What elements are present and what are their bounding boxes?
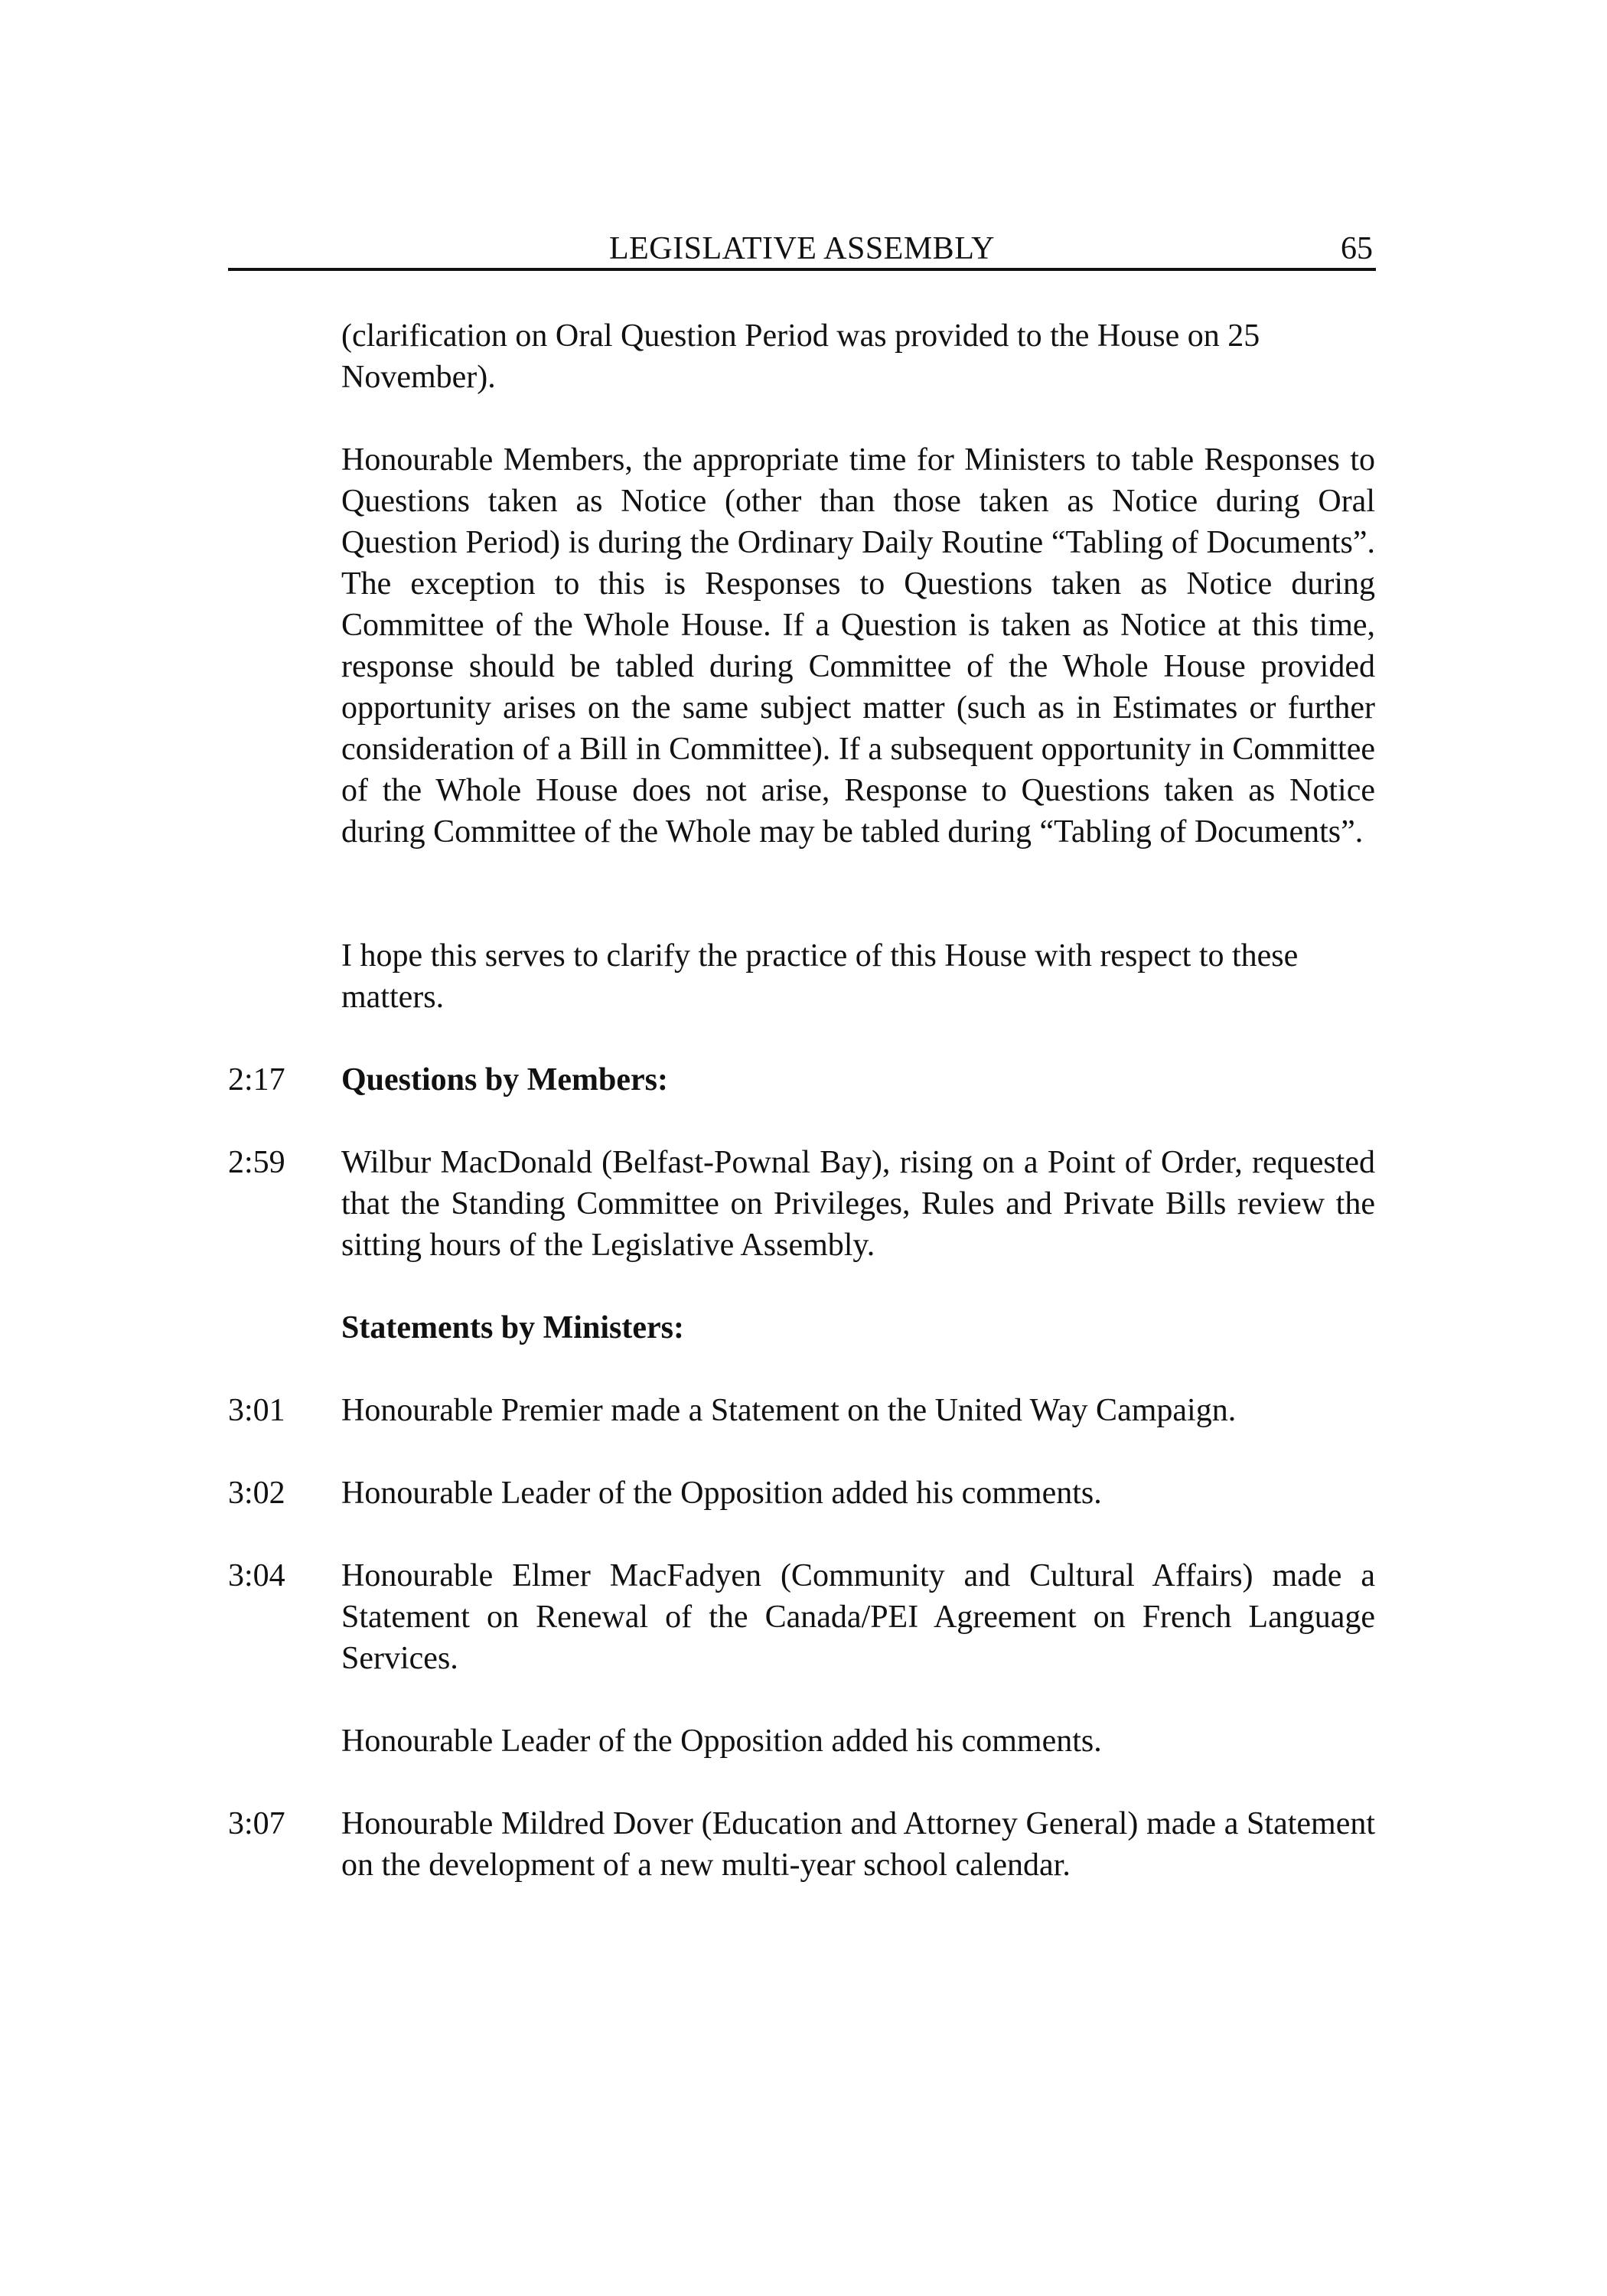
paragraph-honourable-members: Honourable Members, the appropriate time for Ministers to table Responses to Questions taken as Notice (other than those taken as Notice during Oral Question Period) is during the Ordinary Daily Routine “Tabling of Documents”. The exception to this is Responses to Questions taken as Notice during Committee of the Whole House. If a Question is taken as Notice at this time, response should be tabled during Committee of the Whole House provided opportunity arises on the same subject matter (such as in Estimates or further consideration of a Bill in Committee). If a subsequent opportunity in Committee of the Whole House does not arise, Response to Questions taken as Notice during Committee of the Whole may be tabled during “Tabling of Documents”. [341,442,1375,850]
running-header [228,225,1376,271]
page-number: 65 [1341,231,1373,266]
section-heading-statements: Statements by Ministers: [341,1310,684,1345]
time-stamp: 3:07 [228,1806,285,1841]
time-stamp: 2:59 [228,1145,285,1180]
paragraph-opposition-comments: Honourable Leader of the Opposition added his comments. [341,1724,1102,1759]
time-stamp: 3:01 [228,1393,285,1428]
paragraph-opposition-comments: Honourable Leader of the Opposition added his comments. [341,1476,1102,1511]
time-stamp: 3:04 [228,1558,285,1593]
paragraph-premier-statement: Honourable Premier made a Statement on the United Way Campaign. [341,1393,1237,1428]
paragraph-point-of-order: Wilbur MacDonald (Belfast-Pownal Bay), rising on a Point of Order, requested that the Standing Committee on Privileges, Rules and Private Bills review the sitting hours of the Legislative Assembly. [341,1145,1375,1263]
time-stamp: 3:02 [228,1476,285,1511]
paragraph-closing: I hope this serves to clarify the practice of this House with respect to these matters. [341,938,1299,1015]
header-title: LEGISLATIVE ASSEMBLY [609,231,995,266]
paragraph-macfadyen-statement: Honourable Elmer MacFadyen (Community and Cultural Affairs) made a Statement on Renewal of the Canada/PEI Agreement on French Language Services. [341,1558,1375,1676]
paragraph-dover-statement: Honourable Mildred Dover (Education and Attorney General) made a Statement on the development of a new multi-year school calendar. [341,1806,1375,1883]
time-stamp: 2:17 [228,1062,285,1097]
section-heading-questions: Questions by Members: [341,1062,668,1097]
paragraph-clarification: (clarification on Oral Question Period was provided to the House on 25 November). [341,318,1260,395]
